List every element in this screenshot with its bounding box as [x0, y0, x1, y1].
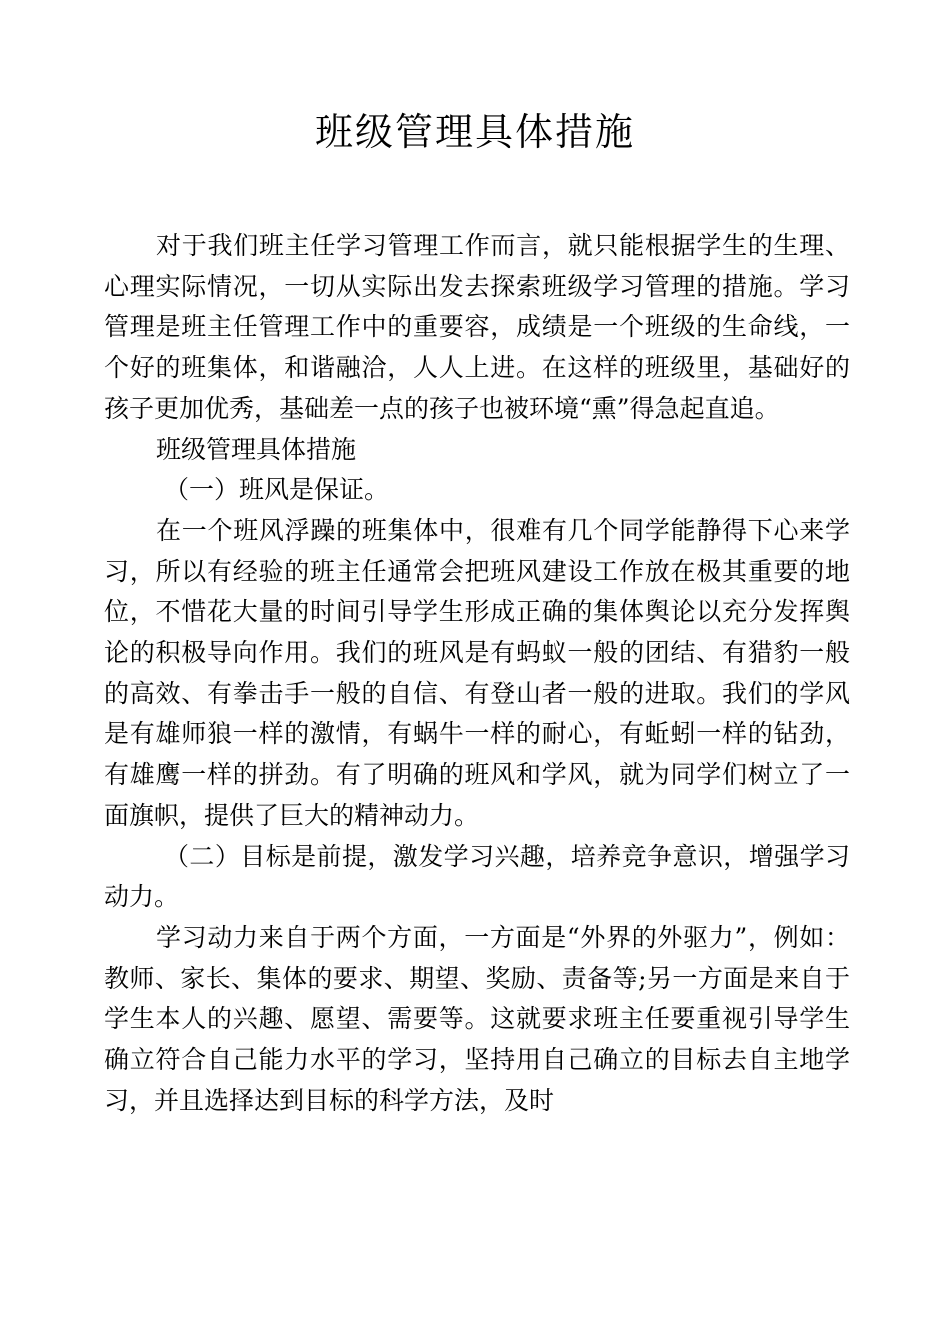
subsection-heading-2: （二）目标是前提，激发学习兴趣，培养竞争意识，增强学习动力。: [104, 841, 850, 912]
document-title: 班级管理具体措施: [314, 110, 635, 154]
paragraph-motivation: 学习动力来自于两个方面，一方面是“外界的外驱力”，例如：教师、家长、集体的要求、期望、奖励、责备等;另一方面是来自于学生本人的兴趣、愿望、需要等。这就要求班主任要重视引导学生确立符合自己能力水平的学习，坚持用自己确立的目标去自主地学习，并且选择达到目标的科学方法，及时: [104, 922, 850, 1115]
document-body: [104, 226, 850, 1121]
paragraph-intro: 对于我们班主任学习管理工作而言，就只能根据学生的生理、心理实际情况，一切从实际出发去探索班级学习管理的措施。学习管理是班主任管理工作中的重要容，成绩是一个班级的生命线，一个好的班集体，和谐融洽，人人上进。在这样的班级里，基础好的孩子更加优秀，基础差一点的孩子也被环境“熏”得急起直追。: [104, 231, 850, 423]
subsection-heading-1: （一）班风是保证。: [164, 475, 390, 505]
paragraph-class-style: 在一个班风浮躁的班集体中，很难有几个同学能静得下心来学习，所以有经验的班主任通常会把班风建设工作放在极其重要的地位，不惜花大量的时间引导学生形成正确的集体舆论以充分发挥舆论的积极导向作用。我们的班风是有蚂蚁一般的团结、有猎豹一般的高效、有拳击手一般的自信、有登山者一般的进取。我们的学风是有雄师狼一样的激情，有蜗牛一样的耐心，有蚯蚓一样的钻劲，有雄鹰一样的拼劲。有了明确的班风和学风，就为同学们树立了一面旗帜，提供了巨大的精神动力。: [104, 515, 850, 830]
section-heading: 班级管理具体措施: [156, 434, 357, 464]
